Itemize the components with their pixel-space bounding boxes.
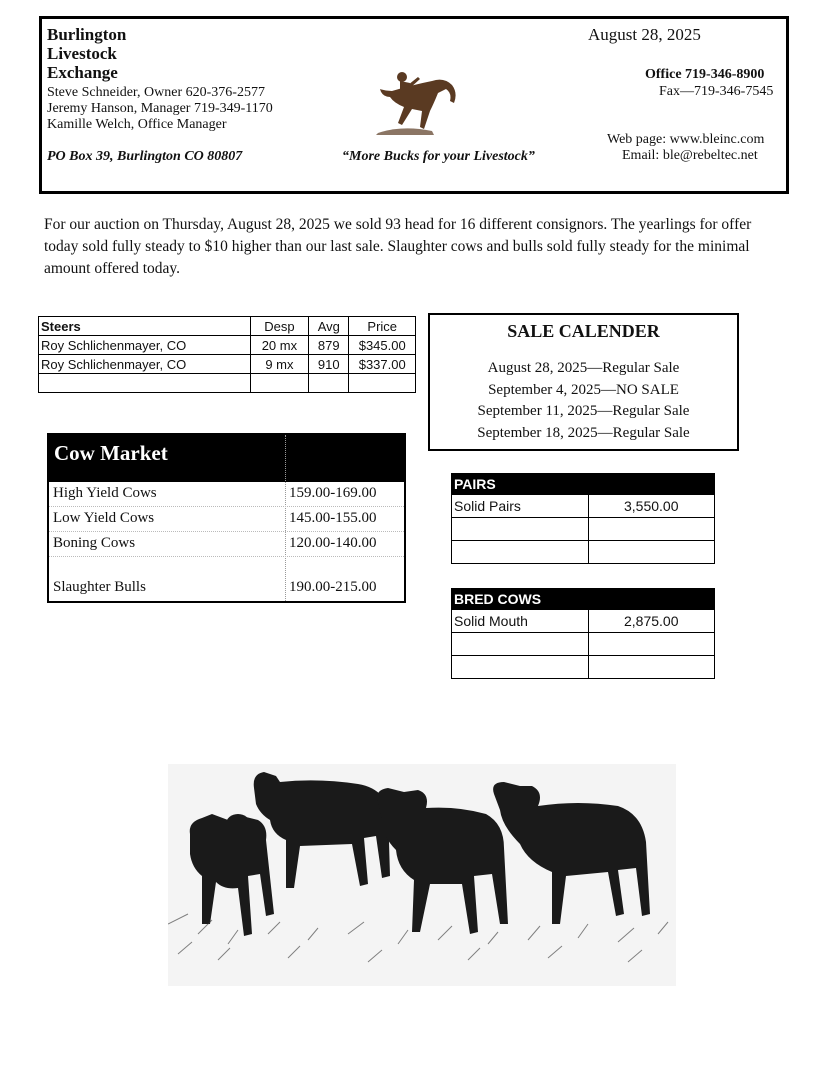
company-name <box>47 25 126 82</box>
consignor-cell: Roy Schlichenmayer, CO <box>39 336 251 355</box>
sale-calendar-title: SALE CALENDER <box>507 321 660 341</box>
web-page: Web page: www.bleinc.com <box>607 132 765 147</box>
table-row <box>49 482 404 507</box>
calendar-entry: September 4, 2025—NO SALE <box>488 381 679 398</box>
office-phone: Office 719-346-8900 <box>645 67 765 82</box>
header-cell <box>588 474 714 495</box>
bred-cows-title: BRED COWS <box>452 589 589 610</box>
avg-cell: 910 <box>309 355 349 374</box>
price-range: 145.00-155.00 <box>289 510 377 526</box>
cow-market-table <box>47 433 406 603</box>
table-row <box>49 507 404 532</box>
bred-cow-price: 2,875.00 <box>588 610 714 633</box>
avg-cell: 879 <box>309 336 349 355</box>
table-row <box>49 576 404 600</box>
pairs-header-row <box>452 474 715 495</box>
empty-cell <box>250 374 308 393</box>
company-name-line1: Burlington <box>47 25 127 44</box>
cow-class-label: Boning Cows <box>53 535 136 551</box>
calendar-entry: September 11, 2025—Regular Sale <box>477 403 690 419</box>
price-range: 190.00-215.00 <box>289 579 377 595</box>
calendar-entry: August 28, 2025—Regular Sale <box>487 360 680 376</box>
avg-header: Avg <box>309 317 349 336</box>
table-row-empty <box>452 656 715 679</box>
steers-header-row <box>39 317 416 336</box>
table-row <box>452 610 715 633</box>
price-range: 120.00-140.00 <box>289 535 377 551</box>
empty-cell <box>452 633 589 656</box>
letterhead <box>39 16 789 194</box>
price-header: Price <box>349 317 416 336</box>
empty-cell <box>452 518 589 541</box>
empty-cell <box>588 541 714 564</box>
table-row-empty <box>39 374 416 393</box>
price-range: 159.00-169.00 <box>289 485 377 501</box>
empty-cell <box>588 656 714 679</box>
desp-cell: 9 mx <box>250 355 308 374</box>
company-name-line3: Exchange <box>47 63 118 82</box>
steers-table <box>38 316 416 393</box>
desp-cell: 20 mx <box>250 336 308 355</box>
empty-cell <box>309 374 349 393</box>
table-row <box>39 336 416 355</box>
owner-line: Steve Schneider, Owner 620-376-2577 <box>47 85 265 100</box>
email: Email: ble@rebeltec.net <box>622 148 758 163</box>
pairs-table <box>451 473 715 564</box>
empty-cell <box>588 633 714 656</box>
bred-cows-header-row <box>452 589 715 610</box>
empty-cell <box>39 374 251 393</box>
auction-summary: For our auction on Thursday, August 28, 2025 we sold 93 head for 16 different consignors. The yearlings for offer today sold fully steady to $10 higher than our last sale. Slaughter cows and bulls sold fully steady for the minimal amount offered today. <box>44 216 752 277</box>
pair-class: Solid Pairs <box>452 495 589 518</box>
pair-price: 3,550.00 <box>588 495 714 518</box>
bred-cows-table <box>451 588 715 679</box>
table-row <box>452 495 715 518</box>
cow-market-title: Cow Market <box>54 441 168 465</box>
newsletter-date: August 28, 2025 <box>588 25 701 44</box>
table-row-empty <box>452 541 715 564</box>
empty-cell <box>452 656 589 679</box>
calendar-entry: September 18, 2025—Regular Sale <box>477 424 690 441</box>
bred-cow-class: Solid Mouth <box>452 610 589 633</box>
table-row <box>39 355 416 374</box>
slogan: “More Bucks for your Livestock” <box>342 149 535 164</box>
cow-class-label: High Yield Cows <box>53 485 157 501</box>
empty-cell <box>349 374 416 393</box>
company-name-line2: Livestock <box>47 44 117 63</box>
consignor-cell: Roy Schlichenmayer, CO <box>39 355 251 374</box>
header-cell <box>588 589 714 610</box>
desp-header: Desp <box>250 317 308 336</box>
steers-header: Steers <box>39 317 251 336</box>
office-manager-line: Kamille Welch, Office Manager <box>47 117 227 132</box>
pairs-title: PAIRS <box>452 474 589 495</box>
table-row <box>49 532 404 557</box>
price-cell: $337.00 <box>349 355 416 374</box>
cow-class-label: Low Yield Cows <box>53 510 155 526</box>
po-box: PO Box 39, Burlington CO 80807 <box>47 149 243 164</box>
fax-number: Fax—719-346-7545 <box>659 84 774 99</box>
bronc-rider-logo <box>372 41 462 136</box>
cow-market-header <box>49 435 404 482</box>
table-row-empty <box>452 518 715 541</box>
sale-calendar <box>428 313 739 451</box>
cow-class-label: Slaughter Bulls <box>53 579 146 595</box>
empty-cell <box>452 541 589 564</box>
cattle-sketch-illustration <box>168 764 676 986</box>
empty-cell <box>588 518 714 541</box>
table-row-empty <box>452 633 715 656</box>
manager-line: Jeremy Hanson, Manager 719-349-1170 <box>47 101 273 116</box>
price-cell: $345.00 <box>349 336 416 355</box>
